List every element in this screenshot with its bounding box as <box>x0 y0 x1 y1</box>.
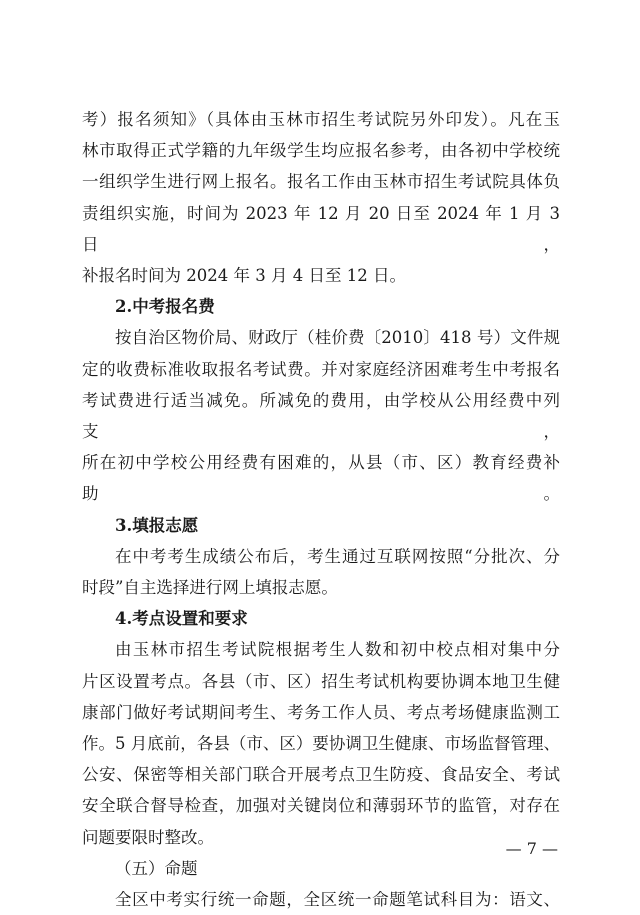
paragraph-line: 由玉林市招生考试院根据考生人数和初中校点相对集中分 <box>115 640 560 660</box>
paragraph-line: 安全联合督导检查，加强对关键岗位和薄弱环节的监管，对存在 <box>82 796 560 816</box>
paragraph: 考）报名须知》（具体由玉林市招生考试院另外印发）。凡在玉 <box>82 110 560 129</box>
paragraph-line: 问题要限时整改。 <box>82 827 214 847</box>
page-number: — 7 — <box>505 839 558 858</box>
heading-fill-preferences: 3.填报志愿 <box>115 515 199 535</box>
paragraph-line: 时段”自主选择进行网上填报志愿。 <box>82 578 338 598</box>
paragraph-line: 责组织实施，时间为 2023 年 12 月 20 日至 2024 年 1 月 3 日， <box>82 203 560 254</box>
paragraph-line: 林市取得正式学籍的九年级学生均应报名参考，由各初中学校统 <box>82 141 560 161</box>
paragraph-line: 作。5 月底前，各县（市、区）要协调卫生健康、市场监督管理、 <box>82 734 560 754</box>
paragraph-line: 在中考考生成绩公布后，考生通过互联网按照“分批次、分 <box>115 546 560 566</box>
paragraph-line: 全区中考实行统一命题，全区统一命题笔试科目为：语文、 <box>115 890 560 910</box>
paragraph-line: 康部门做好考试期间考生、考务工作人员、考点考场健康监测工 <box>82 702 560 722</box>
document-content <box>82 104 560 915</box>
paragraph-line: 定的收费标准收取报名考试费。并对家庭经济困难考生中考报名 <box>82 359 560 379</box>
heading-exam-sites: 4.考点设置和要求 <box>115 609 248 629</box>
heading-registration-fee: 2.中考报名费 <box>115 297 215 317</box>
section-heading-proposition: （五）命题 <box>115 858 198 878</box>
paragraph-line: 按自治区物价局、财政厅（桂价费〔2010〕418 号）文件规 <box>115 328 560 348</box>
paragraph-line: 公安、保密等相关部门联合开展考点卫生防疫、食品安全、考试 <box>82 765 560 785</box>
paragraph-line: 所在初中学校公用经费有困难的，从县（市、区）教育经费补助。 <box>82 453 560 504</box>
paragraph-line: 补报名时间为 2024 年 3 月 4 日至 12 日。 <box>82 266 406 286</box>
paragraph-line: 一组织学生进行网上报名。报名工作由玉林市招生考试院具体负 <box>82 172 560 192</box>
paragraph-line: 考试费进行适当减免。所减免的费用，由学校从公用经费中列支， <box>82 390 560 442</box>
paragraph-line: 片区设置考点。各县（市、区）招生考试机构要协调本地卫生健 <box>82 671 560 691</box>
